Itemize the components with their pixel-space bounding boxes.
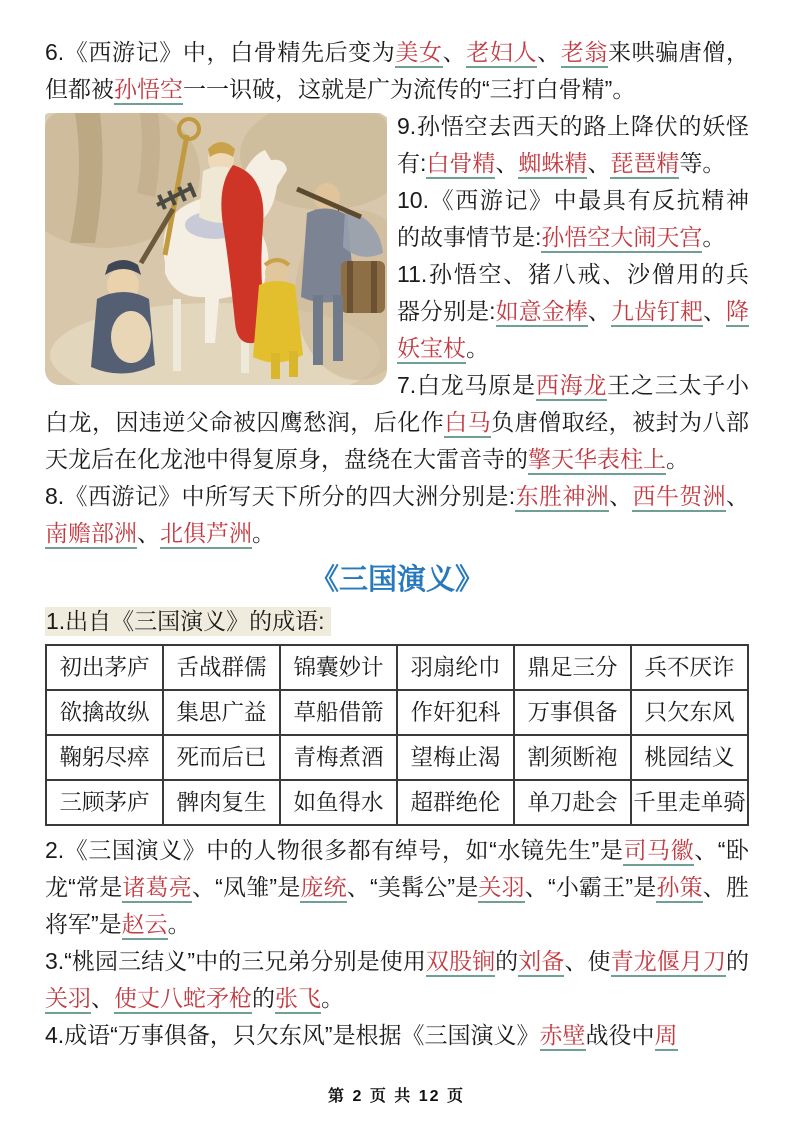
section-heading-sanguoyanyi: 《三国演义》: [309, 564, 484, 596]
idiom-cell: 草船借箭: [280, 690, 397, 735]
idiom-cell: 初出茅庐: [46, 645, 163, 690]
idiom-cell: 鞠躬尽瘁: [46, 735, 163, 780]
journey-to-west-painting: [45, 113, 387, 385]
idiom-cell: 万事俱备: [514, 690, 631, 735]
keyword-highlight: 老翁: [561, 39, 608, 68]
keyword-highlight: 九齿钉耙: [611, 298, 703, 327]
keyword-highlight: 庞统: [300, 874, 346, 903]
idiom-table-row: [46, 690, 748, 735]
text-segment: 、: [537, 39, 561, 65]
text-segment: 。: [466, 335, 489, 361]
idiom-cell: 超群绝伦: [397, 780, 514, 825]
text-segment: 7.白龙马原是: [397, 372, 536, 398]
note-item-3: [45, 943, 749, 1017]
keyword-highlight: 孙悟空大闹天宫: [541, 224, 702, 253]
text-segment: 、: [702, 298, 727, 324]
text-segment: 、: [137, 520, 160, 546]
keyword-highlight: 孙悟空: [114, 76, 183, 105]
text-segment: 一一识破，这就是广为流传的“三打白骨精”。: [183, 76, 636, 102]
note-item-6: [45, 34, 749, 108]
keyword-highlight: 关羽: [45, 985, 91, 1014]
note-item-2: [45, 832, 749, 943]
keyword-highlight: 南赡部洲: [45, 520, 137, 549]
idiom-cell: 集思广益: [163, 690, 280, 735]
idiom-cell: 如鱼得水: [280, 780, 397, 825]
keyword-highlight: 老妇人: [466, 39, 537, 68]
text-segment: 。: [252, 520, 275, 546]
text-segment: 负唐僧取经，被封为八部天龙后在化龙池中得复原身，盘绕在大雷音寺的: [45, 409, 750, 472]
note-item-4: [45, 1017, 749, 1054]
keyword-highlight: 司马徽: [623, 837, 694, 866]
text-segment: 4.成语“万事俱备，只欠东风”是根据《三国演义》: [45, 1022, 540, 1048]
text-segment: 、胜将军”是: [45, 874, 749, 937]
text-segment: 、“凤雏”是: [191, 874, 301, 900]
text-segment: 、“美髯公”是: [346, 874, 479, 900]
keyword-highlight: 西海龙: [536, 372, 607, 401]
text-segment: 、: [587, 298, 611, 324]
keyword-highlight: 诸葛亮: [122, 874, 192, 903]
text-segment: 。: [666, 446, 689, 472]
page-number-footer: 第 2 页 共 12 页: [328, 1088, 465, 1105]
idiom-table-row: [46, 735, 748, 780]
text-segment: 6.《西游记》中，白骨精先后变为: [45, 39, 396, 65]
idiom-cell: 单刀赴会: [514, 780, 631, 825]
note-item-1: [45, 603, 749, 640]
text-segment: 、: [726, 483, 750, 509]
text-segment: 、“卧龙“常是: [45, 837, 749, 900]
text-segment: 、: [442, 39, 467, 65]
idiom-cell: 髀肉复生: [163, 780, 280, 825]
text-segment: 战役中: [585, 1022, 655, 1048]
text-segment: 3.“桃园三结义”中的三兄弟分别是使用: [45, 948, 426, 974]
keyword-highlight: 张飞: [275, 985, 321, 1014]
text-segment: 2.《三国演义》中的人物很多都有绰号，如“水镜先生”是: [45, 837, 624, 863]
keyword-highlight: 双股锏: [426, 948, 495, 977]
keyword-highlight: 北俱芦洲: [160, 520, 252, 549]
idiom-cell: 作奸犯科: [397, 690, 514, 735]
keyword-highlight: 白骨精: [426, 150, 495, 179]
text-segment: 。: [167, 911, 191, 937]
keyword-highlight: 刘备: [518, 948, 564, 977]
idiom-cell: 鼎足三分: [514, 645, 631, 690]
keyword-highlight: 周: [655, 1022, 678, 1051]
idiom-cell: 青梅煮酒: [280, 735, 397, 780]
keyword-highlight: 琵琶精: [610, 150, 679, 179]
keyword-highlight: 赤壁: [540, 1022, 586, 1051]
keyword-highlight: 西牛贺洲: [632, 483, 726, 512]
idiom-cell: 割须断袍: [514, 735, 631, 780]
idiom-table-row: [46, 645, 748, 690]
idiom-cell: 三顾茅庐: [46, 780, 163, 825]
idiom-cell: 欲擒故纵: [46, 690, 163, 735]
text-segment: 的: [252, 985, 275, 1011]
text-segment: 。: [321, 985, 344, 1011]
text-segment: 王之三太子小白龙，因违逆父命被囚鹰愁润，后化作: [45, 372, 750, 435]
keyword-highlight: 如意金棒: [496, 298, 588, 327]
keyword-highlight: 使丈八蛇矛枪: [114, 985, 252, 1014]
text-segment: 10.《西游记》中最具有反抗精神的故事情节是:: [397, 187, 749, 250]
text-segment: 的: [495, 948, 519, 974]
idiom-table-row: [46, 780, 748, 825]
idiom-cell: 锦囊妙计: [280, 645, 397, 690]
keyword-highlight: 美女: [395, 39, 442, 68]
text-segment: 、: [609, 483, 633, 509]
note-item-8: [45, 478, 749, 552]
text-segment: 的: [726, 948, 750, 974]
keyword-highlight: 东胜神洲: [515, 483, 609, 512]
keyword-highlight: 孙策: [656, 874, 702, 903]
keyword-highlight: 蜘蛛精: [518, 150, 587, 179]
idiom-table: [45, 644, 749, 826]
idiom-cell: 舌战群儒: [163, 645, 280, 690]
text-segment: 、: [495, 150, 519, 176]
text-segment: 、: [587, 150, 611, 176]
keyword-highlight: 降妖宝杖: [397, 298, 749, 364]
keyword-highlight: 擎天华表柱上: [528, 446, 666, 475]
image-text-wrap: [45, 108, 749, 552]
idiom-cell: 桃园结义: [631, 735, 748, 780]
text-segment: 。: [702, 224, 726, 250]
text-segment: 9.孙悟空去西天的路上降伏的妖怪有:: [397, 113, 749, 176]
text-segment: 来哄骗唐僧，但都被: [45, 39, 750, 102]
idiom-cell: 兵不厌诈: [631, 645, 748, 690]
text-segment: 8.《西游记》中所写天下所分的四大洲分别是:: [45, 483, 516, 509]
text-segment: 、“小霸王”是: [524, 874, 657, 900]
keyword-highlight: 关羽: [478, 874, 524, 903]
text-segment: 等。: [679, 150, 726, 176]
idiom-cell: 只欠东风: [631, 690, 748, 735]
text-segment: 11.孙悟空、猪八戒、沙僧用的兵器分别是:: [397, 261, 749, 324]
idiom-intro-text: 1.出自《三国演义》的成语:: [45, 607, 331, 636]
keyword-highlight: 白马: [444, 409, 491, 438]
text-segment: 、: [91, 985, 114, 1011]
journey-to-west-illustration: [45, 113, 387, 385]
idiom-cell: 羽扇纶巾: [397, 645, 514, 690]
keyword-highlight: 赵云: [122, 911, 168, 940]
text-segment: 、使: [564, 948, 611, 974]
keyword-highlight: 青龙偃月刀: [611, 948, 726, 977]
idiom-cell: 死而后已: [163, 735, 280, 780]
idiom-cell: 千里走单骑: [631, 780, 748, 825]
idiom-cell: 望梅止渴: [397, 735, 514, 780]
